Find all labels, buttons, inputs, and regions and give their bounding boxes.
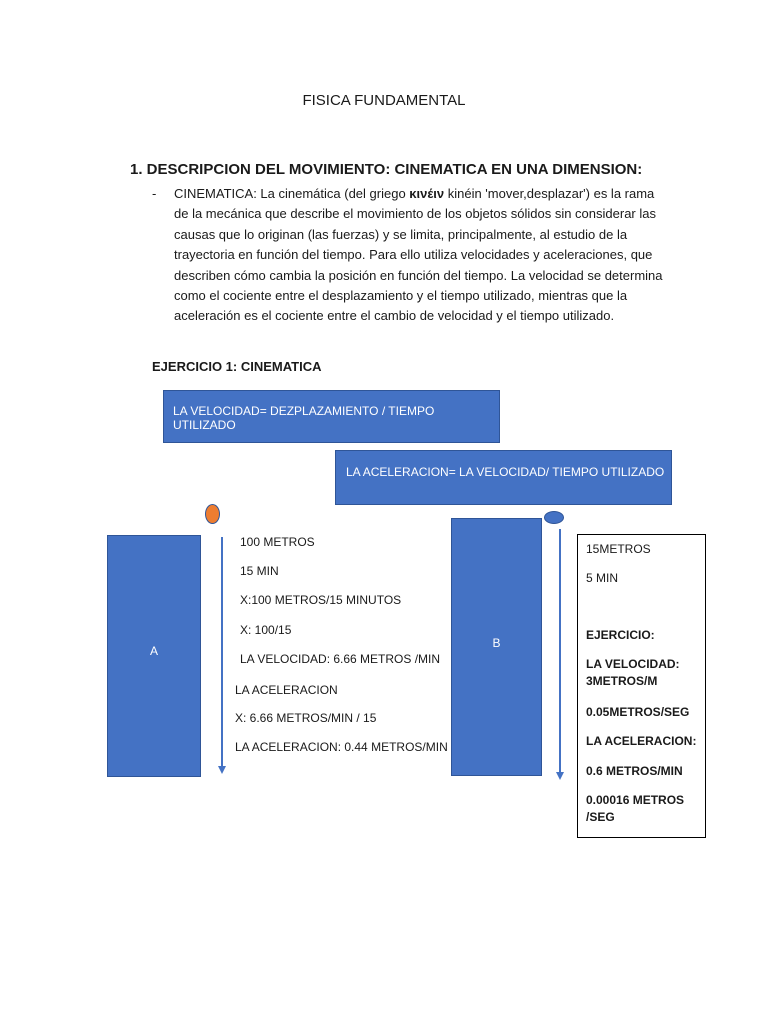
blue-ellipse [544,511,564,524]
arrow-down-icon [218,766,226,774]
a-line-2: 15 MIN [240,564,279,578]
a-line-3: X:100 METROS/15 MINUTOS [240,593,402,607]
b-line-8: 0.00016 METROS /SEG [586,793,685,824]
section-heading: 1. DESCRIPCION DEL MOVIMIENTO: CINEMATICA EN UNA DIMENSION: [130,161,643,178]
arrow-a-shaft [221,537,223,768]
paragraph-text-pre: CINEMATICA: La cinemática (del griego [174,186,410,201]
velocity-formula-text: LA VELOCIDAD= DEZPLAZAMIENTO / TIEMPO UTILIZADO [173,404,435,432]
b-line-7: 0.6 METROS/MIN [586,764,683,778]
arrow-down-icon [556,772,564,780]
rectangle-a-label: A [149,644,158,658]
rectangle-b [451,518,542,776]
a-line-8: LA ACELERACION: 0.44 METROS/MIN [235,740,448,754]
paragraph-greek-word: κινέιν [409,186,445,201]
a-line-1: 100 METROS [240,535,315,549]
orange-ellipse [205,504,220,524]
velocity-formula-box [163,390,500,443]
answer-textbox [577,534,706,838]
a-line-7: X: 6.66 METROS/MIN / 15 [235,711,377,725]
bullet-dash: - [152,186,157,201]
b-line-2: 5 MIN [586,571,619,585]
b-line-5: 0.05METROS/SEG [586,705,690,719]
a-line-5: LA VELOCIDAD: 6.66 METROS /MIN [240,652,441,666]
a-line-4: X: 100/15 [240,623,292,637]
b-line-6: LA ACELERACION: [586,734,697,748]
b-line-1: 15METROS [586,542,651,556]
paragraph-text-post: kinéin 'mover,desplazar') es la rama de la mecánica que describe el movimiento de los objetos sólidos sin considerar las causas que lo originan (las fuerzas) y se limita, principalmente, al estudio de la trayectoria en función del tiempo. Para ello utiliza velocidades y aceleraciones, que describen cómo cambia la posición en función del tiempo. La velocidad se determina como el cociente entre el desplazamiento y el tiempo utilizado, mientras que la aceleración es el cociente entre el cambio de velocidad y el tiempo utilizado. [174,186,663,324]
rectangle-a [107,535,201,777]
acceleration-formula-box [335,450,672,505]
b-line-3: EJERCICIO: [586,628,655,642]
acceleration-formula-text: LA ACELERACION= LA VELOCIDAD/ TIEMPO UTILIZADO [346,465,665,479]
arrow-b-shaft [559,529,561,774]
exercise-heading: EJERCICIO 1: CINEMATICA [152,359,322,374]
b-line-4: LA VELOCIDAD: 3METROS/M [586,657,680,688]
a-line-6: LA ACELERACION [235,683,338,697]
rectangle-b-label: B [492,636,501,650]
cinematica-paragraph [174,184,664,327]
document-title: FISICA FUNDAMENTAL [302,92,466,109]
